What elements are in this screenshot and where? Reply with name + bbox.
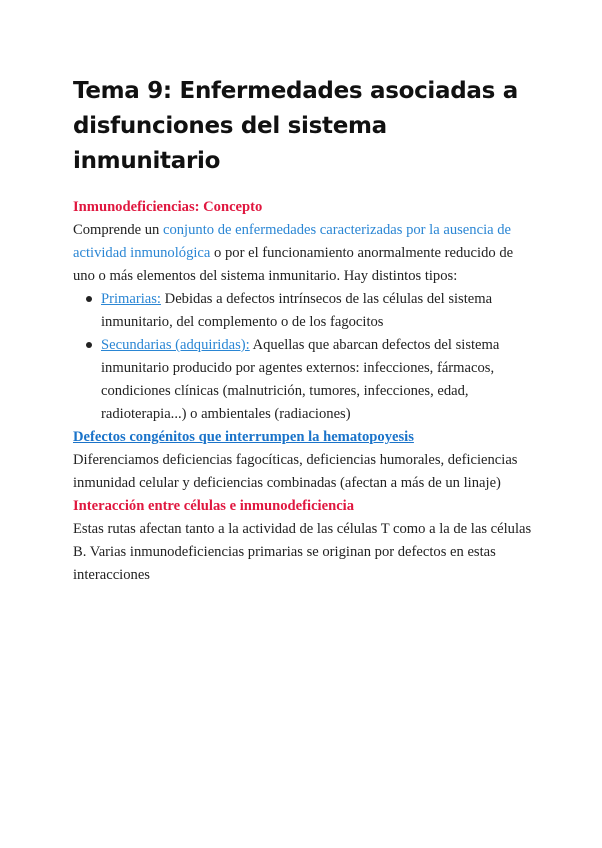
- bullet-icon: [86, 296, 92, 302]
- section-heading-inmunodeficiencias: Inmunodeficiencias: Concepto: [73, 199, 263, 215]
- bullet-icon: [86, 342, 92, 348]
- types-list: [73, 288, 533, 426]
- section-paragraph-defectos: Diferenciamos deficiencias fagocíticas, deficiencias humorales, deficiencias inmunidad celular y deficiencias combinadas (afectan a más de un linaje): [73, 452, 518, 491]
- list-item-text: Debidas a defectos intrínsecos de las células del sistema inmunitario, del complemento o de los fagocitos: [101, 291, 493, 330]
- section-paragraph-concepto: [73, 219, 533, 288]
- term-primarias: Primarias:: [101, 291, 161, 307]
- page-title: Tema 9: Enfermedades asociadas a disfunciones del sistema inmunitario: [73, 78, 518, 174]
- list-item-primarias: [101, 288, 533, 334]
- document-content: [73, 74, 533, 587]
- list-item-secundarias: [101, 334, 533, 426]
- intro-text-after: o por el funcionamiento anormalmente reducido de uno o más elementos del sistema inmunitario. Hay distintos tipos:: [73, 245, 514, 284]
- section-paragraph-interaccion: Estas rutas afectan tanto a la actividad de las células T como a la de las células B. Varias inmunodeficiencias primarias se originan por defectos en estas interacciones: [73, 521, 532, 583]
- section-heading-defectos-congenitos: Defectos congénitos que interrumpen la hematopoyesis: [73, 429, 414, 445]
- highlighted-definition: conjunto de enfermedades caracterizadas por la ausencia de actividad inmunológica: [73, 222, 512, 261]
- list-item-text: Aquellas que abarcan defectos del sistema inmunitario producido por agentes externos: infecciones, fármacos, condiciones clínicas (malnutrición, tumores, infecciones, edad, radioterapia...) o ambientales (radiaciones): [101, 337, 500, 422]
- term-secundarias: Secundarias (adquiridas):: [101, 337, 250, 353]
- intro-text-before: Comprende un: [73, 222, 163, 238]
- section-heading-interaccion: Interacción entre células e inmunodeficiencia: [73, 498, 355, 514]
